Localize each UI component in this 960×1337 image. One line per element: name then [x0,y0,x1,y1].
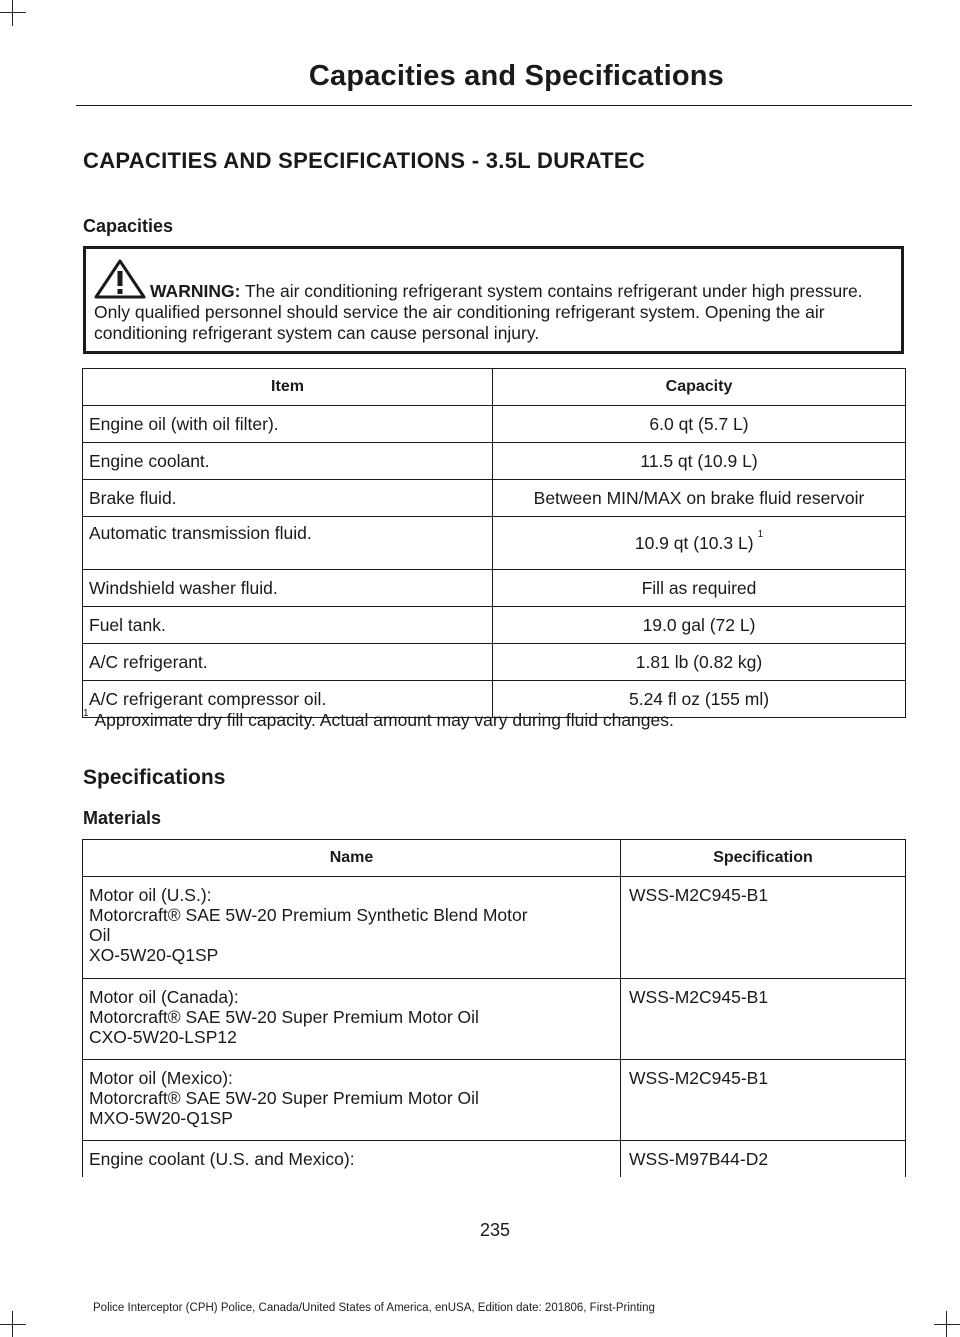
capacity-value: 10.9 qt (10.3 L) [634,533,754,553]
warning-label: WARNING: [150,281,241,301]
item-cell: A/C refrigerant compressor oil. [83,681,493,718]
name-line: Motor oil (Canada): [89,987,239,1007]
table-row [83,607,906,644]
table-header-row [83,840,906,877]
name-line: Engine coolant (U.S. and Mexico): [89,1149,355,1169]
specifications-heading: Specifications [83,766,226,789]
name-line: MXO-5W20-Q1SP [89,1108,233,1128]
crop-mark [934,1324,960,1325]
capacity-cell: 11.5 qt (10.9 L) [493,443,906,480]
table-row [83,517,906,570]
section-title: CAPACITIES AND SPECIFICATIONS - 3.5L DURATEC [83,148,646,173]
specification-cell: WSS-M97B44-D2 [621,1141,906,1178]
crop-mark [12,0,13,26]
specification-cell: WSS-M2C945-B1 [621,877,906,979]
footnote-number: 1 [83,708,89,719]
table-row [83,1141,906,1178]
item-cell: Windshield washer fluid. [83,570,493,607]
column-header-name: Name [83,840,621,877]
running-header: Capacities and Specifications [308,60,724,92]
name-line: XO-5W20-Q1SP [89,945,219,965]
warning-text [94,281,891,344]
name-line: Motor oil (Mexico): [89,1068,233,1088]
footnote-marker: 1 [757,529,764,540]
name-cell [83,1141,621,1178]
item-cell: A/C refrigerant. [83,644,493,681]
item-cell: Brake fluid. [83,480,493,517]
name-cell [83,877,621,979]
table-row [83,979,906,1060]
capacities-table [82,368,906,718]
item-cell: Fuel tank. [83,607,493,644]
name-line: Motorcraft® SAE 5W-20 Super Premium Motor Oil [89,1088,479,1108]
item-cell: Engine coolant. [83,443,493,480]
crop-mark [0,12,26,13]
table-row [83,570,906,607]
capacities-heading: Capacities [83,216,174,236]
name-line: Motorcraft® SAE 5W-20 Premium Synthetic Blend Motor [89,905,528,925]
crop-mark [0,1324,26,1325]
materials-table [82,839,906,1177]
specification-cell: WSS-M2C945-B1 [621,1060,906,1141]
page-number: 235 [479,1220,511,1240]
table-row [83,480,906,517]
capacity-cell [493,517,906,570]
name-line: Oil [89,925,111,945]
warning-body: The air conditioning refrigerant system contains refrigerant under high pressure. Only qualified personnel should service the air conditioning refrigerant system. Opening the air conditioning refrigerant system can cause personal injury. [94,281,863,343]
column-header-specification: Specification [621,840,906,877]
capacity-cell: 19.0 gal (72 L) [493,607,906,644]
table-row [83,1060,906,1141]
footnote [83,710,674,731]
footnote-text: Approximate dry fill capacity. Actual amount may vary during fluid changes. [90,710,674,730]
capacity-cell: 6.0 qt (5.7 L) [493,406,906,443]
column-header-item: Item [83,369,493,406]
capacity-cell: 5.24 fl oz (155 ml) [493,681,906,718]
column-header-capacity: Capacity [493,369,906,406]
specification-cell: WSS-M2C945-B1 [621,979,906,1060]
name-cell [83,979,621,1060]
table-row [83,877,906,979]
capacity-cell: Fill as required [493,570,906,607]
item-cell: Automatic transmission fluid. [83,517,493,570]
name-line: Motorcraft® SAE 5W-20 Super Premium Motor Oil [89,1007,479,1027]
warning-box [83,246,904,354]
name-line: Motor oil (U.S.): [89,885,212,905]
capacity-cell: 1.81 lb (0.82 kg) [493,644,906,681]
item-cell: Engine oil (with oil filter). [83,406,493,443]
table-header-row [83,369,906,406]
footer-edition-text: Police Interceptor (CPH) Police, Canada/United States of America, enUSA, Edition date: 201806, First-Printing [93,1302,655,1314]
name-line: CXO-5W20-LSP12 [89,1027,237,1047]
table-row [83,406,906,443]
table-row [83,644,906,681]
table-row [83,443,906,480]
capacity-cell: Between MIN/MAX on brake fluid reservoir [493,480,906,517]
name-cell [83,1060,621,1141]
header-rule [76,105,912,106]
materials-heading: Materials [83,808,162,828]
